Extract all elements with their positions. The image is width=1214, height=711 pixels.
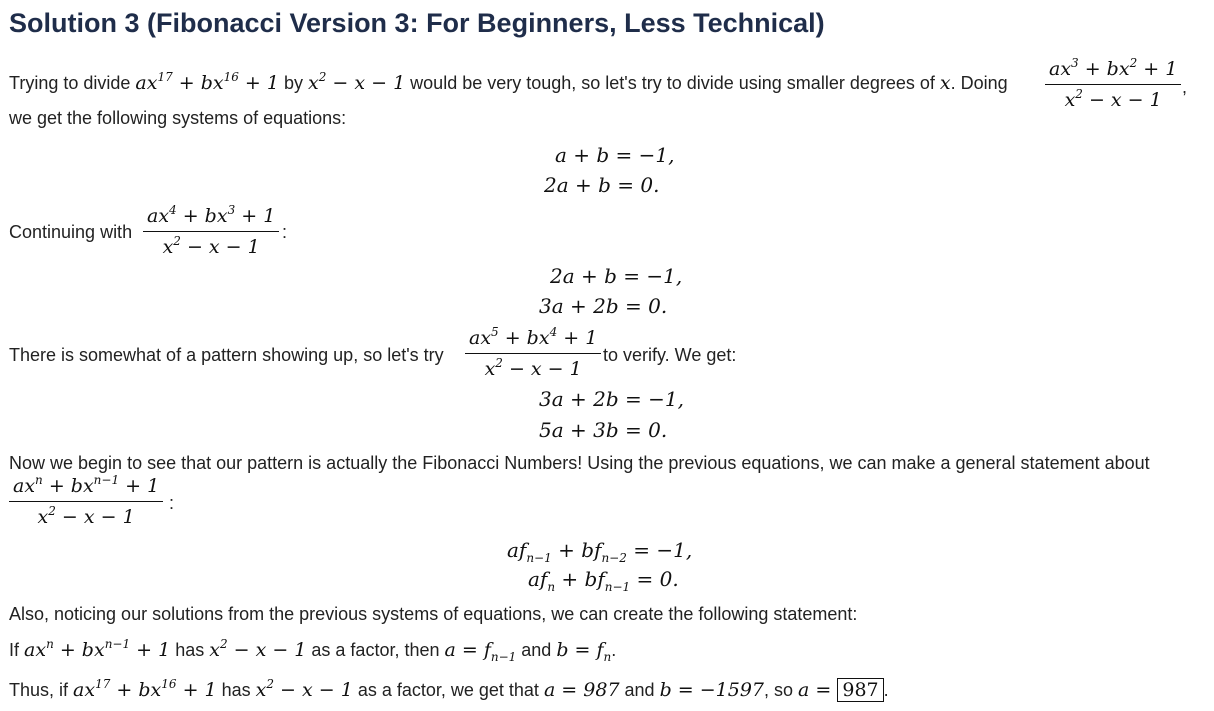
continuing-text: Continuing with bbox=[9, 222, 133, 242]
fibonacci-text: Now we begin to see that our pattern is actually the Fibonacci Numbers! Using the previous equations, we can make a general statement about bbox=[9, 453, 1150, 473]
intro-text-2: by bbox=[278, 73, 308, 93]
conclusion-line: Thus, if $ax^{17} + bx^{16} + 1$ has $x^2 - x - 1$ as a factor, we get that a = 987 and b = −1597, so a = 987 . bbox=[9, 676, 889, 701]
system1-eq1: a + b = −1, bbox=[555, 143, 675, 167]
intro-text-1: Trying to divide bbox=[9, 73, 136, 93]
general-eq2: $af_n + bf_{n-1} = 0$. bbox=[528, 567, 679, 594]
fraction-general: $ax^n + bx^{n-1} + 1$ $x^2 - x - 1$ bbox=[9, 475, 163, 528]
system3-eq2: 5a + 3b = 0. bbox=[539, 418, 668, 442]
intro-line-1 bbox=[9, 69, 1008, 94]
intro-comma: , bbox=[1182, 77, 1188, 97]
system1-eq2: 2a + b = 0. bbox=[544, 173, 660, 197]
poly-17: $ax^{17} + bx^{16} + 1$ bbox=[135, 69, 279, 94]
fraction-degree-5: $\frac{ax^5 + bx^4 + 1}{x^2 - x - 1}$ bbox=[465, 327, 601, 380]
system2-eq1: 2a + b = −1, bbox=[550, 264, 683, 288]
pattern-text-2: to verify. We get: bbox=[603, 345, 737, 365]
b-value: b = −1597 bbox=[659, 679, 765, 701]
intro-line-2: we get the following systems of equations: bbox=[9, 108, 347, 128]
var-x: x bbox=[939, 72, 951, 94]
noticing-text: Also, noticing our solutions from the previous systems of equations, we can create the following statement: bbox=[9, 604, 858, 624]
final-answer-box: 987 bbox=[837, 678, 883, 702]
intro-text-3: would be very tough, so let's try to divide using smaller degrees of bbox=[405, 73, 940, 93]
system2-eq2: 3a + 2b = 0. bbox=[539, 294, 668, 318]
pattern-text: There is somewhat of a pattern showing up, so let's try bbox=[9, 345, 444, 365]
system3-eq1: 3a + 2b = −1, bbox=[539, 387, 684, 411]
fraction-degree-3: $\frac{ax^3 + bx^2 + 1}{x^2 - x - 1}$ bbox=[1045, 58, 1181, 111]
quadratic: $x^2 - x - 1$ bbox=[308, 69, 406, 94]
continuing-colon: : bbox=[282, 222, 288, 242]
fraction-degree-4: $\frac{ax^4 + bx^3 + 1}{x^2 - x - 1}$ bbox=[143, 205, 279, 258]
solution-heading: Solution 3 (Fibonacci Version 3: For Beginners, Less Technical) bbox=[9, 8, 825, 38]
fibonacci-colon: : bbox=[169, 493, 175, 513]
statement-line: If $ax^n + bx^{n-1} + 1$ has $x^2 - x - 1$ as a factor, then $a = f_{n-1}$ and $b = f_n$. bbox=[9, 636, 617, 664]
intro-text-4: . Doing bbox=[950, 73, 1008, 93]
general-eq1: $af_{n-1} + bf_{n-2} = -1$, bbox=[507, 538, 693, 565]
a-value: a = 987 bbox=[543, 679, 620, 701]
